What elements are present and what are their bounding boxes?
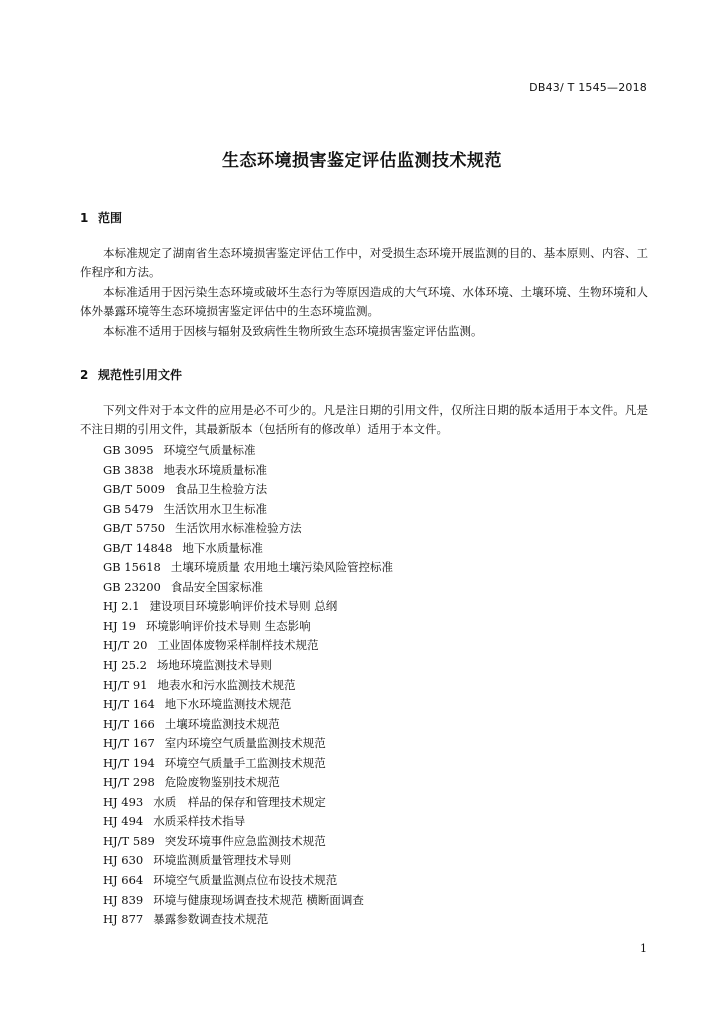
- reference-code: HJ/T 194: [103, 755, 155, 770]
- reference-item: [103, 773, 393, 793]
- reference-title: 生活饮用水标准检验方法: [175, 521, 302, 536]
- reference-item: [103, 832, 393, 852]
- reference-title: 地下水环境监测技术规范: [164, 697, 292, 712]
- scope-paragraph-2: 本标准适用于因污染生态环境或破坏生态行为等原因造成的大气环境、水体环境、土壤环境、生物环境和人体外暴露环境等生态环境损害鉴定评估中的生态环境监测。: [80, 285, 648, 318]
- reference-item: [103, 578, 393, 598]
- reference-title: 工业固体废物采样制样技术规范: [157, 638, 319, 653]
- reference-item: [103, 734, 393, 754]
- reference-title: 环境空气质量手工监测技术规范: [164, 755, 326, 770]
- reference-title: 地表水和污水监测技术规范: [157, 677, 296, 692]
- reference-item: [103, 695, 393, 715]
- reference-code: GB 15618: [103, 560, 161, 575]
- doc-code: DB43/ T 1545—2018: [529, 81, 647, 94]
- reference-code: HJ/T 167: [103, 736, 155, 751]
- reference-title: 暴露参数调查技术规范: [153, 912, 269, 927]
- reference-title: 室内环境空气质量监测技术规范: [164, 736, 326, 751]
- reference-item: [103, 656, 393, 676]
- reference-item: [103, 461, 393, 481]
- reference-code: GB 23200: [103, 579, 161, 594]
- reference-item: [103, 558, 393, 578]
- reference-title: 土壤环境监测技术规范: [164, 716, 280, 731]
- reference-item: [103, 636, 393, 656]
- reference-code: GB 5479: [103, 501, 154, 516]
- reference-item: [103, 519, 393, 539]
- reference-item: [103, 539, 393, 559]
- reference-code: HJ/T 91: [103, 677, 148, 692]
- reference-title: 环境空气质量监测点位布设技术规范: [153, 873, 338, 888]
- reference-title: 水质采样技术指导: [153, 814, 246, 829]
- reference-code: HJ 877: [103, 912, 144, 927]
- reference-code: HJ 664: [103, 873, 144, 888]
- section-title: 规范性引用文件: [98, 368, 183, 382]
- section-title: 范围: [98, 211, 123, 225]
- reference-code: HJ/T 589: [103, 833, 155, 848]
- reference-list: [103, 441, 393, 930]
- reference-item: [103, 891, 393, 911]
- reference-item: [103, 480, 393, 500]
- reference-code: HJ 2.1: [103, 599, 140, 614]
- reference-code: HJ 630: [103, 853, 144, 868]
- reference-title: 危险废物鉴别技术规范: [164, 775, 280, 790]
- reference-title: 突发环境事件应急监测技术规范: [164, 833, 326, 848]
- reference-item: [103, 597, 393, 617]
- reference-title: 水质 样品的保存和管理技术规定: [153, 794, 326, 809]
- page-number: 1: [640, 942, 647, 955]
- reference-code: HJ/T 20: [103, 638, 148, 653]
- references-intro-paragraph: 下列文件对于本文件的应用是必不可少的。凡是注日期的引用文件，仅所注日期的版本适用于本文件。凡是不注日期的引用文件，其最新版本（包括所有的修改单）适用于本文件。: [80, 403, 648, 436]
- reference-item: [103, 500, 393, 520]
- reference-code: GB/T 5009: [103, 482, 166, 497]
- reference-item: [103, 441, 393, 461]
- reference-item: [103, 754, 393, 774]
- reference-code: GB 3095: [103, 443, 154, 457]
- reference-item: [103, 617, 393, 637]
- reference-title: 生活饮用水卫生标准: [163, 501, 268, 516]
- section-heading-scope: [80, 209, 122, 226]
- reference-code: HJ 493: [103, 794, 144, 809]
- reference-title: 地表水环境质量标准: [163, 462, 268, 477]
- reference-code: HJ 494: [103, 814, 144, 829]
- reference-title: 土壤环境质量 农用地土壤污染风险管控标准: [170, 560, 394, 575]
- reference-title: 场地环境监测技术导则: [156, 658, 272, 673]
- section-number: 1: [80, 211, 89, 225]
- reference-code: HJ/T 164: [103, 697, 155, 712]
- reference-title: 环境与健康现场调查技术规范 横断面调查: [153, 892, 364, 907]
- reference-code: HJ 19: [103, 618, 136, 633]
- reference-title: 食品安全国家标准: [170, 579, 263, 594]
- reference-code: HJ 25.2: [103, 658, 147, 673]
- scope-paragraph-3: 本标准不适用于因核与辐射及致病性生物所致生态环境损害鉴定评估监测。: [103, 324, 483, 338]
- section-number: 2: [80, 368, 89, 382]
- reference-item: [103, 871, 393, 891]
- reference-code: GB/T 5750: [103, 521, 166, 536]
- document-title: 生态环境损害鉴定评估监测技术规范: [222, 151, 502, 171]
- reference-title: 食品卫生检验方法: [175, 482, 268, 497]
- scope-paragraph-1: 本标准规定了湖南省生态环境损害鉴定评估工作中，对受损生态环境开展监测的目的、基本原则、内容、工作程序和方法。: [80, 246, 648, 279]
- reference-code: GB 3838: [103, 462, 154, 477]
- reference-code: HJ/T 166: [103, 716, 155, 731]
- reference-title: 环境影响评价技术导则 生态影响: [145, 618, 311, 633]
- reference-item: [103, 715, 393, 735]
- reference-item: [103, 793, 393, 813]
- reference-code: GB/T 14848: [103, 540, 173, 555]
- reference-item: [103, 910, 393, 930]
- reference-code: HJ 839: [103, 892, 144, 907]
- reference-item: [103, 676, 393, 696]
- reference-item: [103, 812, 393, 832]
- reference-title: 建设项目环境影响评价技术导则 总纲: [149, 599, 338, 614]
- reference-item: [103, 851, 393, 871]
- reference-title: 地下水质量标准: [182, 540, 263, 555]
- section-heading-normative-references: [80, 366, 182, 383]
- reference-code: HJ/T 298: [103, 775, 155, 790]
- reference-title: 环境监测质量管理技术导则: [153, 853, 292, 868]
- reference-title: 环境空气质量标准: [163, 443, 256, 457]
